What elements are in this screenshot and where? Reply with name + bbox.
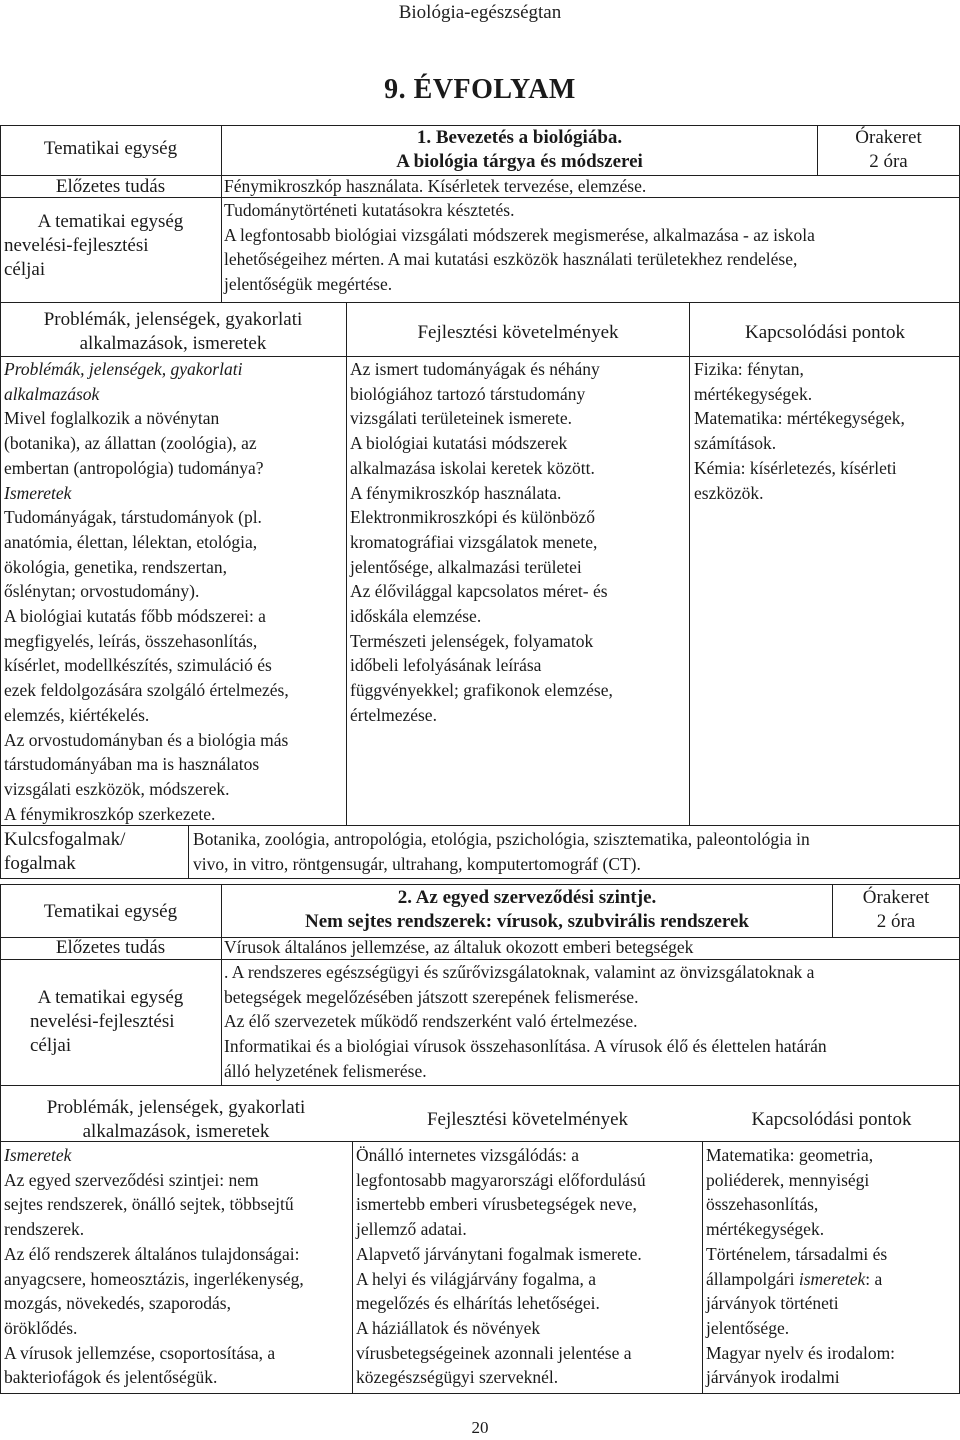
unit2-requirement-line: vírusbetegségeinek azonnali jelentése a [356, 1342, 632, 1363]
label-problemak-1: Problémák, jelenségek, gyakorlati [46, 1097, 306, 1118]
unit1-problem-line: ezek feldolgozására szolgáló értelmezés, [4, 680, 289, 701]
unit1-requirement-line: A fénymikroszkóp használata. [350, 482, 562, 503]
unit1-connection-line: Kémia: kísérletezés, kísérleti [694, 457, 897, 478]
unit2-requirement-line: megelőzés és elhárítás lehetőségei. [356, 1293, 600, 1314]
unit1-requirement-line: jelentősége, alkalmazási területei [350, 556, 582, 577]
unit2-connection-line: Történelem, társadalmi és [706, 1243, 888, 1264]
unit2-goals [224, 960, 827, 1084]
unit2-requirement-line: Alapvető járványtani fogalmak ismerete. [356, 1243, 642, 1264]
label-elozetes-tudas: Előzetes tudás [55, 176, 166, 197]
unit2-connection-line: Magyar nyelv és irodalom: [706, 1342, 896, 1363]
unit2-hours-cell [833, 886, 959, 934]
unit1-requirement-line: értelmezése. [350, 704, 437, 725]
unit1-problem-line: Tudományágak, társtudományok (pl. [4, 507, 262, 528]
label-kulcsfogalmak-2: fogalmak [4, 853, 76, 874]
unit1-problem-line: Az orvostudományban és a biológia más [4, 729, 289, 750]
unit2-problem-line: rendszerek. [4, 1219, 85, 1240]
unit1-requirement-line: időskála elemzése. [350, 606, 482, 627]
label-kulcsfogalmak [4, 828, 125, 876]
unit1-requirement-line: Elektronmikroszkópi és különböző [350, 507, 595, 528]
unit2-requirement-line: A helyi és világjárvány fogalma, a [356, 1268, 597, 1289]
unit2-requirement-line: ismertebb emberi vírusbetegségek neve, [356, 1194, 637, 1215]
unit2-requirement-line: jellemző adatai. [356, 1219, 467, 1240]
unit2-problem-line: bakteriofágok és jelentőségük. [4, 1367, 218, 1388]
label-celjai-1: A tematikai egység [37, 211, 184, 232]
label-problemak-2: alkalmazások, ismeretek [82, 1121, 270, 1142]
unit2-goal: álló helyzetének felismerése. [224, 1060, 427, 1081]
unit2-connection-line: Matematika: geometria, [706, 1145, 874, 1165]
unit1-connection-line: Matematika: mértékegységek, [694, 408, 905, 429]
unit2-requirement-line: legfontosabb magyarországi előfordulású [356, 1169, 646, 1190]
unit2-prior-knowledge: Vírusok általános jellemzése, az általuk okozott emberi betegségek [224, 937, 694, 957]
unit1-problem-line: embertan (antropológia) tudománya? [4, 457, 264, 478]
unit1-problem-line: (botanika), az állattan (zoológia), az [4, 433, 257, 454]
unit2-hours: 2 óra [876, 911, 916, 932]
label-celjai-3: céljai [4, 259, 46, 280]
unit1-requirement-line: függvényekkel; grafikonok elemzése, [350, 680, 613, 701]
unit2-col-problems [4, 1143, 304, 1390]
label-tematikai-egyseg-2: Tematikai egység [43, 901, 178, 922]
unit2-goal: . A rendszeres egészségügyi és szűrővizsgálatoknak, valamint az önvizsgálatoknak a [224, 962, 815, 982]
label-problemak-2-block [0, 1096, 352, 1144]
unit1-problem-line: Ismeretek [4, 482, 72, 503]
unit1-problem-line: A biológiai kutatás főbb módszerei: a [4, 606, 266, 627]
unit1-requirement-line: vizsgálati területeinek ismerete. [350, 408, 573, 429]
unit1-problem-line: megfigyelés, leírás, összehasonlítás, [4, 630, 258, 651]
unit2-connection-line: állampolgári ismeretek: a [706, 1268, 883, 1289]
unit2-col-connections [706, 1143, 895, 1390]
unit1-requirement-line: A biológiai kutatási módszerek [350, 433, 568, 454]
unit2-connection-line: poliéderek, mennyiségi [706, 1169, 870, 1190]
label-celjai-1: A tematikai egység [37, 987, 184, 1008]
unit2-problem-line: Ismeretek [4, 1145, 72, 1165]
page-number: 20 [471, 1418, 489, 1437]
unit1-title [222, 126, 817, 174]
unit1-col-problems [4, 357, 289, 826]
label-kapcsolodasi: Kapcsolódási pontok [745, 322, 905, 343]
unit1-connection-line: Fizika: fénytan, [694, 359, 804, 379]
unit2-goal: Az élő szervezetek működő rendszerként való értelmezése. [224, 1011, 638, 1032]
unit2-requirement-line: A háziállatok és növények [356, 1317, 541, 1338]
unit1-hours: 2 óra [869, 151, 908, 172]
unit2-connection-line: mértékegységek. [706, 1219, 825, 1240]
unit1-problem-line: elemzés, kiértékelés. [4, 704, 150, 725]
unit1-problem-line: Problémák, jelenségek, gyakorlati [4, 359, 243, 379]
unit1-goal: A legfontosabb biológiai vizsgálati módszerek megismerése, alkalmazása - az iskola [224, 224, 815, 245]
unit2-requirement-line: közegészségügyi szerveknél. [356, 1367, 559, 1388]
unit1-connection-line: eszközök. [694, 482, 764, 503]
unit1-keywords [193, 827, 810, 876]
label-elozetes-tudas-2: Előzetes tudás [55, 937, 166, 958]
label-celjai-3: céljai [30, 1035, 72, 1056]
unit1-col-connections [694, 357, 905, 505]
unit1-col-requirements [350, 357, 613, 728]
label-problemak-2: alkalmazások, ismeretek [79, 333, 267, 354]
unit2-problem-line: anyagcsere, homeosztázis, ingerlékenység, [4, 1268, 304, 1289]
label-celjai [0, 210, 221, 282]
unit2-connection-line: járványok történeti [706, 1293, 839, 1314]
label-orakeret: Órakeret [855, 127, 922, 148]
unit1-connection-line: mértékegységek. [694, 383, 813, 404]
unit1-keywords-line: vivo, in vitro, röntgensugár, ultrahang, komputertomográf (CT). [193, 853, 641, 874]
unit2-connection-line: jelentősége. [706, 1317, 790, 1338]
unit1-requirement-line: Az élővilággal kapcsolatos méret- és [350, 581, 608, 602]
unit1-problem-line: Mivel foglalkozik a növénytan [4, 408, 220, 429]
unit2-goal: Informatikai és a biológiai vírusok összehasonlítása. A vírusok élő és élettelen határán [224, 1036, 827, 1057]
unit1-problem-line: ökológia, genetika, rendszertan, [4, 556, 228, 577]
unit1-goal: Tudománytörténeti kutatásokra késztetés. [224, 200, 515, 220]
label-problemak [0, 308, 346, 356]
unit1-title-line2: A biológia tárgya és módszerei [396, 151, 643, 172]
unit2-title [222, 886, 832, 934]
unit1-problem-line: kísérlet, modellkészítés, szimuláció és [4, 655, 272, 676]
unit1-problem-line: anatómia, élettan, lélektan, etológia, [4, 531, 258, 552]
unit1-connection-line: számítások. [694, 433, 777, 454]
unit2-requirement-line: Önálló internetes vizsgálódás: a [356, 1145, 580, 1165]
label-kulcsfogalmak-1: Kulcsfogalmak/ [4, 829, 126, 850]
unit2-problem-line: A vírusok jellemzése, csoportosítása, a [4, 1342, 276, 1363]
unit2-title-line1: 2. Az egyed szerveződési szintje. [397, 887, 657, 908]
unit1-goal: jelentőségük megértése. [224, 274, 393, 295]
unit1-problem-line: vizsgálati eszközök, módszerek. [4, 778, 230, 799]
unit2-problem-line: öröklődés. [4, 1317, 78, 1338]
label-celjai-2: nevelési-fejlesztési [30, 1011, 175, 1032]
unit2-connection-line: összehasonlítás, [706, 1194, 819, 1215]
label-fejlesztesi: Fejlesztési követelmények [417, 322, 619, 343]
unit1-problem-line: őslénytan; orvostudomány). [4, 581, 200, 602]
unit1-goal: lehetőségeihez mérten. A mai kutatási eszközök használati területekhez rendelése, [224, 249, 798, 270]
label-fejlesztesi-2: Fejlesztési követelmények [426, 1109, 629, 1130]
label-tematikai-egyseg: Tematikai egység [43, 138, 178, 159]
unit1-requirement-line: biológiához tartozó társtudomány [350, 383, 586, 404]
grade-title: 9. ÉVFOLYAM [384, 74, 576, 105]
unit1-keywords-line: Botanika, zoológia, antropológia, etológia, pszichológia, szisztematika, paleontológia in [193, 829, 810, 849]
unit2-title-line2: Nem sejtes rendszerek: vírusok, szubvirális rendszerek [305, 911, 749, 932]
unit1-requirement-line: Természeti jelenségek, folyamatok [350, 630, 594, 651]
unit2-problem-line: mozgás, növekedés, szaporodás, [4, 1293, 231, 1314]
label-celjai-2-block [0, 986, 221, 1058]
unit2-goal: betegségek megelőzésében játszott szerepének felismerése. [224, 986, 639, 1007]
unit1-requirement-line: alkalmazása iskolai keretek között. [350, 457, 595, 478]
running-header: Biológia-egészségtan [398, 2, 562, 23]
unit1-problem-line: alkalmazások [4, 383, 100, 404]
label-kapcsolodasi-2: Kapcsolódási pontok [751, 1109, 912, 1130]
label-problemak-1: Problémák, jelenségek, gyakorlati [43, 309, 303, 330]
unit2-problem-line: Az élő rendszerek általános tulajdonságai: [4, 1243, 300, 1264]
label-celjai-2: nevelési-fejlesztési [4, 235, 149, 256]
unit1-requirement-line: időbeli lefolyásának leírása [350, 655, 542, 676]
unit1-goals [224, 198, 815, 297]
unit1-title-line1: 1. Bevezetés a biológiába. [416, 127, 623, 148]
unit2-connection-line: járványok irodalmi [706, 1367, 840, 1388]
unit1-hours-cell [818, 126, 959, 174]
unit1-problem-line: társtudományában ma is használatos [4, 754, 260, 775]
unit1-prior-knowledge: Fénymikroszkóp használata. Kísérletek tervezése, elemzése. [224, 176, 647, 196]
unit1-requirement-line: kromatográfiai vizsgálatok menete, [350, 531, 598, 552]
unit1-requirement-line: Az ismert tudományágak és néhány [350, 359, 600, 379]
unit2-col-requirements [356, 1143, 646, 1390]
unit1-problem-line: A fénymikroszkóp szerkezete. [4, 803, 216, 824]
unit2-problem-line: sejtes rendszerek, önálló sejtek, többsejtű [4, 1194, 294, 1215]
unit2-problem-line: Az egyed szerveződési szintjei: nem [4, 1169, 259, 1190]
label-orakeret-2: Órakeret [862, 887, 930, 908]
